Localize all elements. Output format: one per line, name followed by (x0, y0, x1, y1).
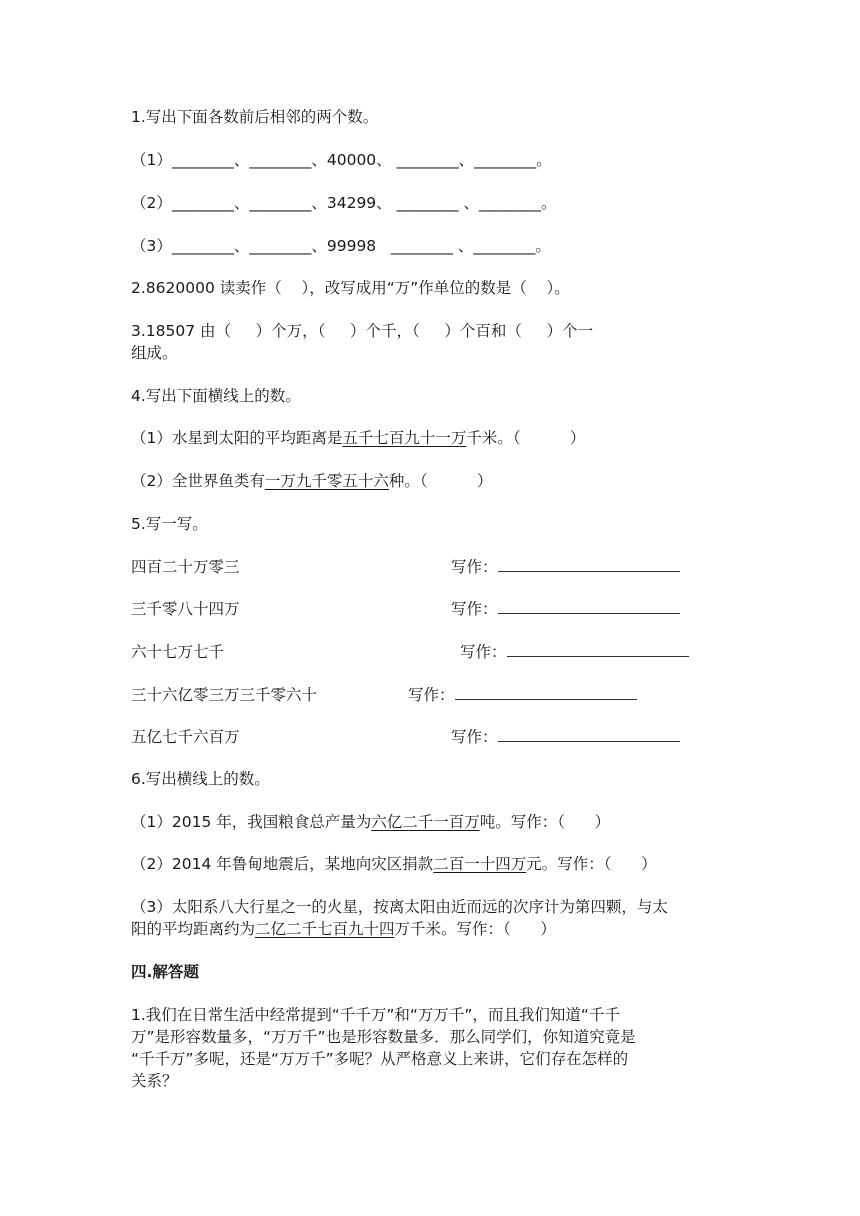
q4-item-1-underlined: 五千七百九十一万 (342, 429, 467, 447)
q6-item-3-post: 万千米。写作：（ ） (394, 920, 556, 938)
q6-item-1-pre: （1）2015 年，我国粮食总产量为 (131, 813, 372, 831)
q6-title: 6.写出横线上的数。 (131, 770, 270, 788)
q4-title: 4.写出下面横线上的数。 (131, 387, 301, 405)
answer-1-line-2: 万”是形容数量多，“万万千”也是形容数量多．那么同学们，你知道究竟是 (131, 1028, 636, 1046)
q4-item-2-underlined: 一万九千零五十六 (264, 472, 389, 490)
answer-line (498, 557, 680, 572)
q4-item-1 (131, 427, 585, 449)
answer-1-line-1: 1.我们在日常生活中经常提到“千千万”和“万万千”，而且我们知道“千千 (131, 1006, 620, 1024)
write-label: 写作： (451, 728, 498, 746)
q4-item-1-post: 千米。（ ） (466, 429, 586, 447)
q2-text: 2.8620000 读卖作（ ），改写成用“万”作单位的数是（ ）。 (131, 279, 570, 297)
q1-line-2: （2）________、________、34299、 ________ 、________。 (131, 194, 557, 212)
answer-line (498, 727, 680, 742)
q4-item-1-pre: （1）水星到太阳的平均距离是 (131, 429, 343, 447)
q6-item-2 (131, 853, 657, 875)
q5-write-2 (451, 598, 680, 620)
q5-write-1 (451, 556, 680, 578)
q5-item-1: 四百二十万零三 (131, 558, 240, 576)
q5-item-2: 三千零八十四万 (131, 600, 240, 618)
q6-item-3-pre: 阳的平均距离约为 (131, 920, 256, 938)
q5-title: 5.写一写。 (131, 515, 208, 533)
answer-line (498, 599, 680, 614)
q5-write-3 (460, 641, 689, 663)
q3-line-2: 组成。 (131, 344, 178, 362)
answer-line (507, 642, 689, 657)
write-label: 写作： (408, 686, 455, 704)
q6-item-2-post: 元。写作：（ ） (526, 855, 657, 873)
q6-item-3-underlined: 二亿二千七百九十四 (255, 920, 395, 938)
q4-item-2-pre: （2）全世界鱼类有 (131, 472, 265, 490)
q6-item-3-line-1: （3）太阳系八大行星之一的火星，按离太阳由近而远的次序计为第四颗，与太 (131, 898, 668, 916)
q6-item-3-line-2 (131, 918, 556, 940)
answer-1-line-3: “千千万”多呢，还是“万万千”多呢？从严格意义上来讲，它们存在怎样的 (131, 1050, 629, 1068)
q5-item-5: 五亿七千六百万 (131, 728, 240, 746)
q1-line-1: （1）________、________、40000、 ________、________。 (131, 151, 552, 169)
q1-line-3: （3）________、________、99998 ________ 、________。 (131, 237, 551, 255)
write-label: 写作： (451, 600, 498, 618)
q5-item-3: 六十七万七千 (131, 643, 225, 661)
q3-line-1: 3.18507 由（ ）个万，（ ）个千，（ ）个百和（ ）个一 (131, 322, 594, 340)
q4-item-2-post: 种。（ ） (388, 472, 493, 490)
q1-title: 1.写出下面各数前后相邻的两个数。 (131, 108, 379, 126)
q6-item-2-pre: （2）2014 年鲁甸地震后，某地向灾区捐款 (131, 855, 434, 873)
answer-1-line-4: 关系？ (131, 1072, 178, 1090)
section-heading: 四.解答题 (131, 963, 199, 981)
q6-item-1-post: 吨。写作：（ ） (479, 813, 611, 831)
q6-item-1 (131, 811, 610, 833)
answer-line (455, 685, 637, 700)
q5-write-4 (408, 684, 637, 706)
q6-item-2-underlined: 二百一十四万 (433, 855, 527, 873)
q4-item-2 (131, 470, 492, 492)
write-label: 写作： (451, 558, 498, 576)
q5-write-5 (451, 726, 680, 748)
q5-item-4: 三十六亿零三万三千零六十 (131, 686, 318, 704)
write-label: 写作： (460, 643, 507, 661)
q6-item-1-underlined: 六亿二千一百万 (371, 813, 480, 831)
